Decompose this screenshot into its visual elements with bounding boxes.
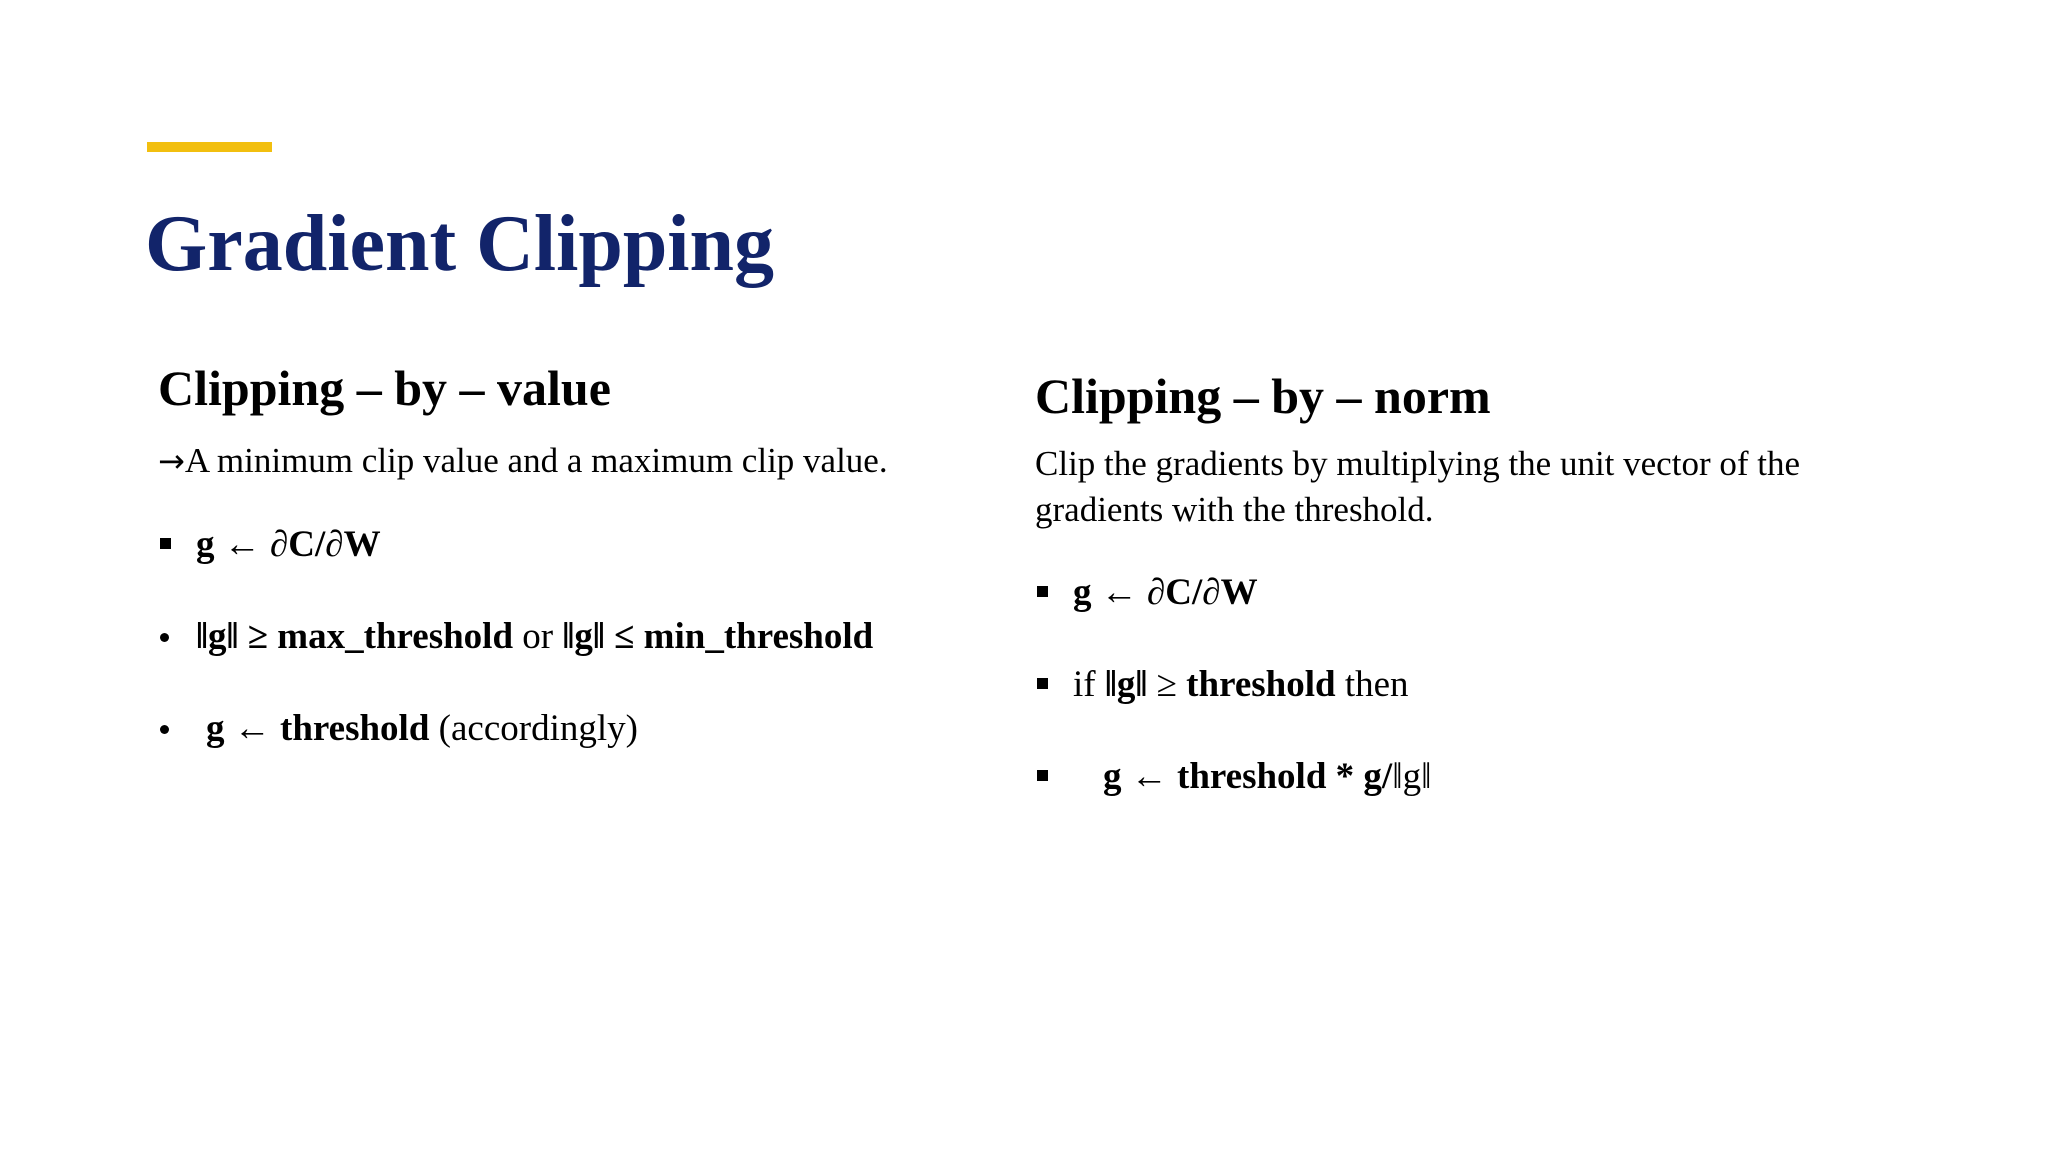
by-norm-item-3-norm: ‖g‖ <box>1392 756 1432 797</box>
by-value-item-1-formula: g ← ∂C/∂W <box>196 524 381 565</box>
by-norm-item-2-norm: ‖g‖ <box>1104 664 1148 705</box>
by-norm-heading: Clipping – by – norm <box>1035 368 1491 424</box>
by-value-intro <box>158 438 888 484</box>
by-norm-item-1-formula: g ← ∂C/∂W <box>1073 572 1258 613</box>
by-norm-intro: Clip the gradients by multiplying the unit vector of the gradients with the threshold. <box>1035 444 1801 529</box>
by-norm-item-2-then: then <box>1335 664 1409 705</box>
by-value-item-3-note: (accordingly) <box>429 708 638 749</box>
slide-title: Gradient Clipping <box>145 200 775 288</box>
accent-bar <box>147 142 272 152</box>
by-norm-item-2-threshold: threshold <box>1186 664 1336 705</box>
by-norm-item-2-geq: ≥ <box>1147 664 1187 705</box>
by-norm-item-2-if: if <box>1073 664 1105 705</box>
by-value-heading: Clipping – by – value <box>158 360 611 416</box>
by-value-item-3-formula: g ← threshold <box>206 708 430 749</box>
right-arrow-icon: → <box>158 442 185 480</box>
by-norm-item-3-formula: g ← threshold * g/ <box>1103 756 1393 797</box>
by-value-item-2-max: ‖g‖ ≥ max_threshold <box>196 616 514 657</box>
by-value-intro-text: A minimum clip value and a maximum clip value. <box>184 441 888 480</box>
by-value-item-2-or: or <box>513 616 563 657</box>
by-value-item-2-min: ‖g‖ ≤ min_threshold <box>562 616 874 657</box>
